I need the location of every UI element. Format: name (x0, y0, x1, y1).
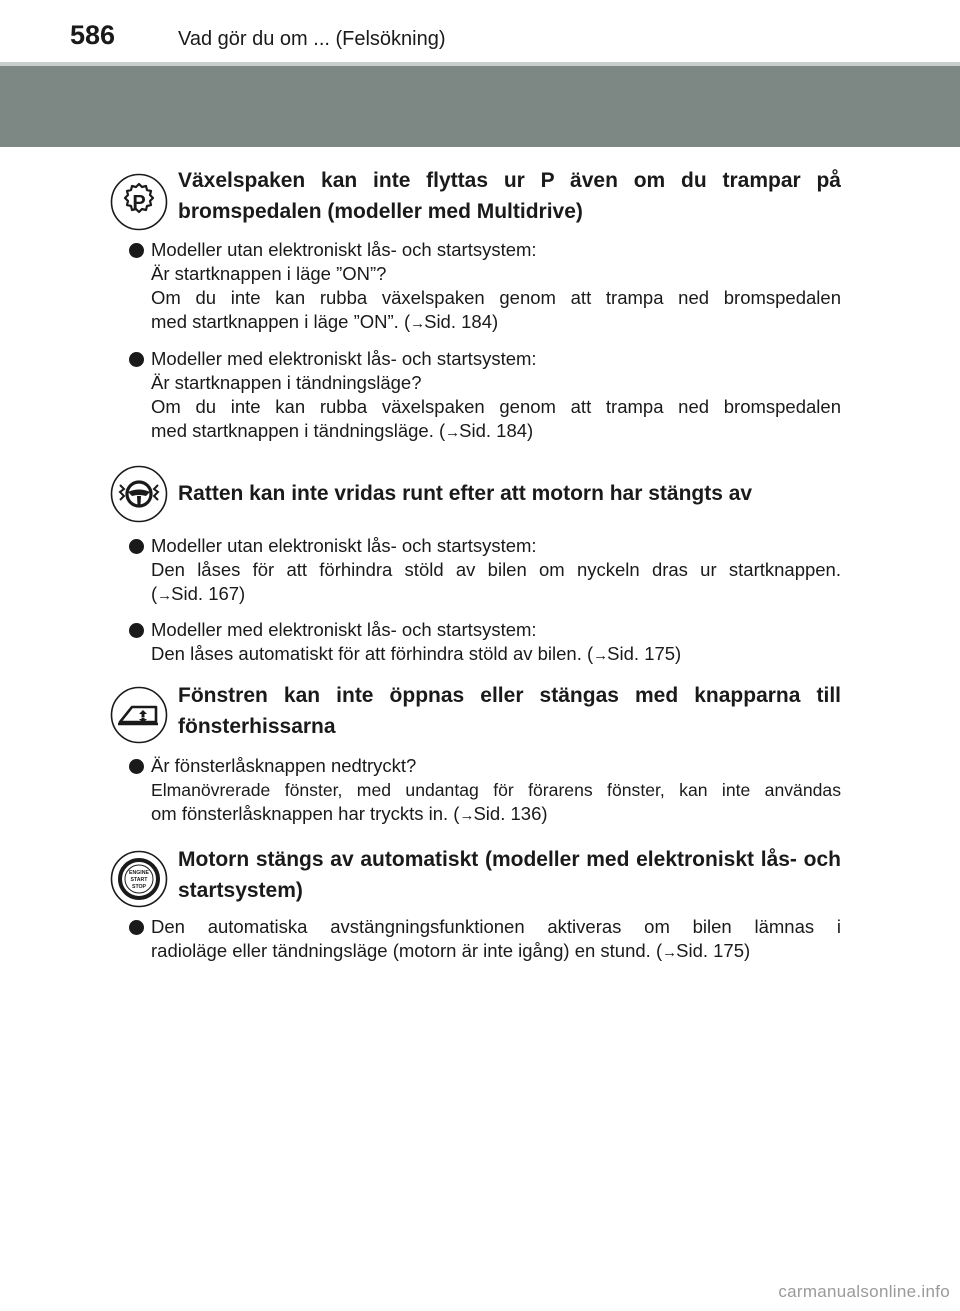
page-ref-arrow-icon: → (593, 647, 608, 664)
bullet-line: Modeller med elektroniskt lås- och startsystem: (151, 348, 537, 369)
bullet-dot (129, 352, 144, 367)
bullet-line: Modeller utan elektroniskt lås- och startsystem: (151, 535, 537, 556)
header-band (0, 62, 960, 147)
bullet-line: Är startknappen i tändningsläge? (151, 372, 422, 393)
bullet-line: om fönsterlåsknappen har tryckts in. ( (151, 803, 460, 824)
window-lock-icon (110, 686, 168, 744)
watermark[interactable]: carmanualsonline.info (778, 1282, 950, 1301)
page-reference[interactable]: Sid. 175) (676, 940, 751, 961)
section-title: Ratten kan inte vridas runt efter att motorn har stängts av (178, 482, 753, 505)
bullet-line: med startknappen i läge ”ON”. ( (151, 311, 411, 332)
bullet-line: Är startknappen i läge ”ON”? (151, 263, 387, 284)
bullet-line: Om du inte kan rubba växelspaken genom att trampa ned bromspedalen (151, 287, 841, 308)
svg-text:P: P (132, 192, 146, 214)
bullet-line: Modeller med elektroniskt lås- och startsystem: (151, 619, 537, 640)
bullet-line: Är fönsterlåsknappen nedtryckt? (151, 755, 417, 776)
bullet-line: Den låses för att förhindra stöld av bilen om nyckeln dras ur startknappen. (151, 559, 841, 580)
park-p-icon (110, 173, 168, 231)
section-title: Växelspaken kan inte flyttas ur P även om du trampar på bromspedalen (modeller med Multidrive) (178, 169, 841, 223)
page-ref-arrow-icon: → (445, 424, 460, 441)
bullet-line: med startknappen i tändningsläge. ( (151, 420, 446, 441)
page-reference[interactable]: Sid. 184) (459, 420, 534, 441)
bullet-dot (129, 243, 144, 258)
section-title: Motorn stängs av automatiskt (modeller med elektroniskt lås- och startsystem) (178, 848, 841, 902)
bullet-line: Modeller utan elektroniskt lås- och startsystem: (151, 239, 537, 260)
engine-start-stop-icon (110, 850, 168, 908)
page-number: 586 (70, 20, 116, 50)
bullet-line: ( (151, 583, 158, 604)
bullet-dot (129, 920, 144, 935)
page-reference[interactable]: Sid. 167) (171, 583, 246, 604)
page-ref-arrow-icon: → (157, 587, 172, 604)
bullet-line: Elmanövrerade fönster, med undantag för förarens fönster, kan inte användas (151, 780, 841, 800)
page-ref-arrow-icon: → (459, 807, 474, 824)
chapter-title: Vad gör du om ... (Felsökning) (178, 28, 446, 50)
start-label: START (130, 877, 148, 883)
bullet-line: radioläge eller tändningsläge (motorn är inte igång) en stund. ( (151, 940, 663, 961)
bullet-dot (129, 759, 144, 774)
stop-label: STOP (131, 884, 147, 890)
page-ref-arrow-icon: → (410, 315, 425, 332)
bullet-dot (129, 539, 144, 554)
bullet-dot (129, 623, 144, 638)
engine-label: ENGINE (129, 870, 149, 876)
page-reference[interactable]: Sid. 175) (607, 643, 682, 664)
page-header (0, 0, 960, 62)
page-ref-arrow-icon: → (662, 944, 677, 961)
bullet-line: Den automatiska avstängningsfunktionen aktiveras om bilen lämnas i (151, 916, 841, 937)
page-reference[interactable]: Sid. 184) (424, 311, 499, 332)
bullet-line: Om du inte kan rubba växelspaken genom att trampa ned bromspedalen (151, 396, 841, 417)
section-title: Fönstren kan inte öppnas eller stängas med knapparna till fönsterhissarna (178, 684, 841, 738)
page-reference[interactable]: Sid. 136) (473, 803, 548, 824)
bullet-line: Den låses automatiskt för att förhindra stöld av bilen. ( (151, 643, 594, 664)
steering-lock-icon (110, 465, 168, 523)
